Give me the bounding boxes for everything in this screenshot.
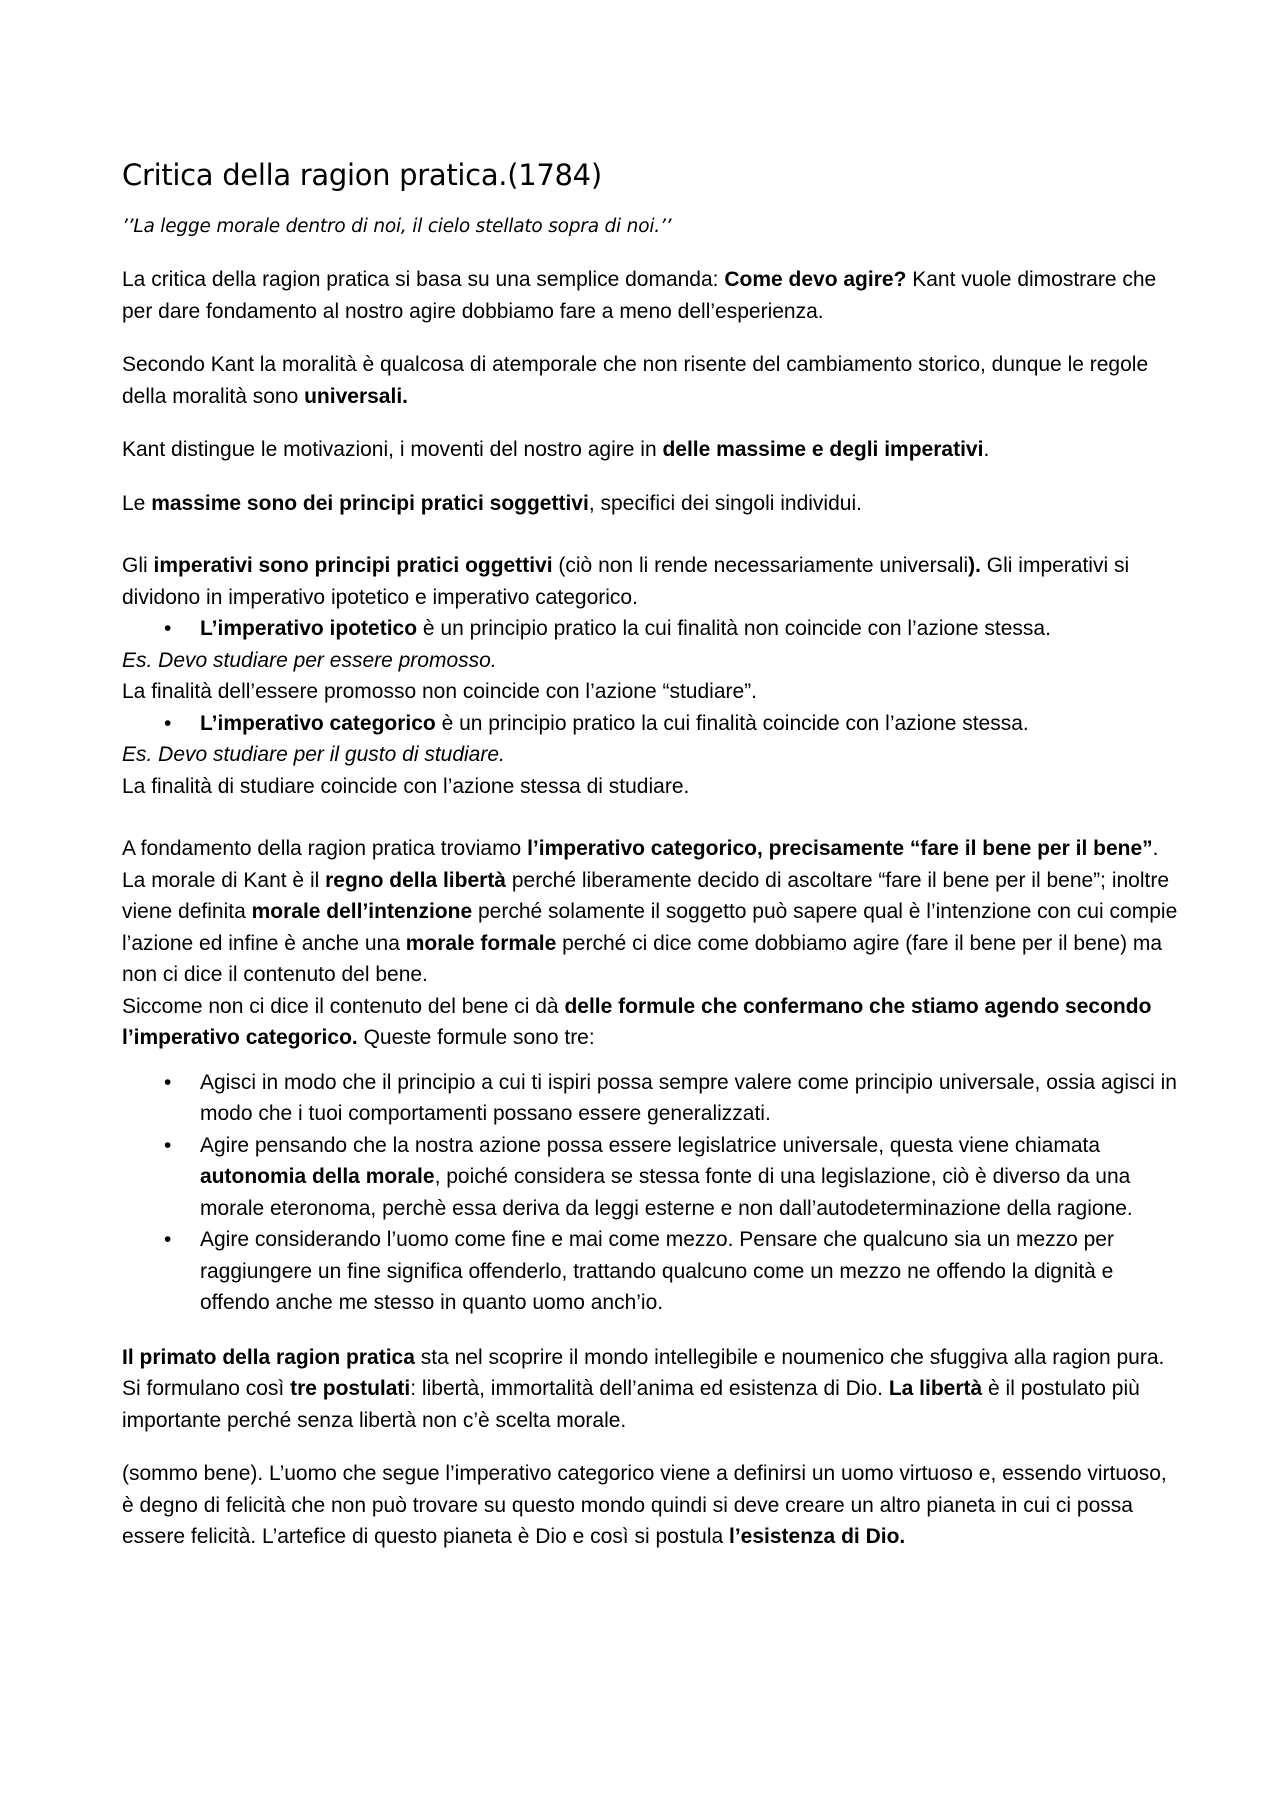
text: , poiché considera se stessa fonte di una legislazione, ciò è diverso da una morale eteronoma, perchè essa deriva da leggi esterne e non dall’autodeterminazione della ragione. bbox=[200, 1165, 1133, 1220]
finality-line: La finalità di studiare coincide con l’azione stessa di studiare. bbox=[122, 774, 690, 798]
bold-text: tre postulati bbox=[290, 1377, 411, 1400]
text: Le bbox=[122, 491, 152, 515]
bold-text: delle massime e degli imperativi bbox=[662, 438, 984, 461]
text: perché ci dice come dobbiamo agire (fare il bene per il bene) ma non ci dice il contenuto del bene. bbox=[122, 931, 1163, 986]
list-item bbox=[122, 1224, 1182, 1319]
text: , specifici dei singoli individui. bbox=[588, 491, 862, 515]
bullet-list-categorico bbox=[122, 708, 1182, 740]
bold-text: Il primato della ragion pratica bbox=[122, 1345, 415, 1369]
epigraph-quote: ’’La legge morale dentro di noi, il cielo stellato sopra di noi.’’ bbox=[122, 216, 672, 237]
bold-text: autonomia della morale bbox=[200, 1165, 435, 1188]
bold-text: ). bbox=[968, 554, 981, 577]
bold-text: universali. bbox=[304, 384, 408, 408]
text: sta nel scoprire il mondo intellegibile e noumenico che sfuggiva alla ragion pura. Si formulano così bbox=[122, 1345, 1165, 1400]
text: Agisci in modo che il principio a cui ti ispiri possa sempre valere come principio universale, ossia agisci in modo che i tuoi comportamenti possano essere generalizzati. bbox=[200, 1070, 1177, 1125]
text: La critica della ragion pratica si basa su una semplice domanda: bbox=[122, 268, 725, 291]
paragraph-formule bbox=[122, 991, 1182, 1054]
list-item bbox=[122, 1130, 1182, 1225]
paragraph-fondamento bbox=[122, 833, 1182, 991]
text: . La morale di Kant è il bbox=[122, 837, 1159, 892]
text: : libertà, immortalità dell’anima ed esistenza di Dio. bbox=[410, 1377, 889, 1400]
bold-text: regno della libertà bbox=[325, 868, 506, 892]
bold-text: L’imperativo categorico bbox=[200, 711, 436, 735]
document-body bbox=[122, 158, 1182, 1553]
text: Siccome non ci dice il contenuto del bene ci dà bbox=[122, 994, 565, 1018]
text: Agire considerando l’uomo come fine e mai come mezzo. Pensare che qualcuno sia un mezzo per raggiungere un fine significa offenderlo, trattando qualcuno come un mezzo ne offendo la dignità e offendo anche me stesso in quanto uomo anch’io. bbox=[200, 1228, 1114, 1314]
bold-text: morale formale bbox=[405, 931, 557, 955]
bold-text: La libertà bbox=[888, 1377, 983, 1400]
bullet-list-formule bbox=[122, 1067, 1182, 1319]
text: Gli bbox=[122, 554, 154, 577]
paragraph-come-devo-agire bbox=[122, 264, 1182, 327]
bold-text: Come devo agire? bbox=[724, 268, 907, 291]
text: . bbox=[983, 438, 990, 461]
paragraph-sommo-bene bbox=[122, 1458, 1182, 1553]
text: (sommo bene). L’uomo che segue l’imperativo categorico viene a definirsi un uomo virtuoso e, essendo virtuoso, è degno di felicità che non può trovare su questo mondo quindi si deve creare un altro pianeta in cui ci possa essere felicità. L’artefice di questo pianeta è Dio e così si postula bbox=[122, 1462, 1167, 1548]
list-item bbox=[122, 613, 1182, 645]
page-title: Critica della ragion pratica.(1784) bbox=[122, 158, 602, 192]
text: è il postulato più importante perché senza libertà non c’è scelta morale. bbox=[122, 1377, 1140, 1432]
text: è un principio pratico la cui finalità non coincide con l’azione stessa. bbox=[417, 617, 1051, 640]
list-item bbox=[122, 708, 1182, 740]
list-item bbox=[122, 1067, 1182, 1130]
text: Agire pensando che la nostra azione possa essere legislatrice universale, questa viene chiamata bbox=[200, 1133, 1101, 1157]
bold-text: morale dell’intenzione bbox=[251, 900, 473, 923]
example-line: Es. Devo studiare per essere promosso. bbox=[122, 648, 497, 672]
bold-text: delle formule che confermano che stiamo agendo secondo l’imperativo categorico. bbox=[122, 994, 1152, 1049]
text: (ciò non li rende necessariamente universali bbox=[552, 554, 969, 577]
text: perché solamente il soggetto può sapere qual è l’intenzione con cui compie l’azione ed infine è anche una bbox=[122, 900, 1178, 955]
bold-text: l’imperativo categorico, precisamente “fare il bene per il bene” bbox=[527, 837, 1153, 860]
bullet-list-ipotetico bbox=[122, 613, 1182, 645]
text: Gli imperativi si dividono in imperativo ipotetico e imperativo categorico. bbox=[122, 554, 1130, 609]
text: perché liberamente decido di ascoltare “fare il bene per il bene”; inoltre viene definita bbox=[122, 868, 1170, 923]
bold-text: l’esistenza di Dio. bbox=[729, 1525, 906, 1548]
text: è un principio pratico la cui finalità coincide con l’azione stessa. bbox=[435, 711, 1029, 735]
text: Queste formule sono tre: bbox=[357, 1026, 595, 1049]
paragraph-imperativi bbox=[122, 550, 1182, 613]
bold-text: L’imperativo ipotetico bbox=[200, 617, 418, 640]
text: Kant vuole dimostrare che per dare fondamento al nostro agire dobbiamo fare a meno dell’esperienza. bbox=[122, 268, 1157, 323]
paragraph-massime-imperativi bbox=[122, 434, 1182, 466]
text: Kant distingue le motivazioni, i moventi del nostro agire in bbox=[122, 438, 663, 461]
bold-text: imperativi sono principi pratici oggettivi bbox=[153, 554, 553, 577]
paragraph-primato bbox=[122, 1342, 1182, 1437]
example-line: Es. Devo studiare per il gusto di studiare. bbox=[122, 743, 505, 766]
paragraph-massime bbox=[122, 488, 1182, 520]
text: A fondamento della ragion pratica troviamo bbox=[122, 837, 528, 860]
bold-text: massime sono dei principi pratici soggettivi bbox=[151, 491, 589, 515]
paragraph-universali bbox=[122, 349, 1182, 412]
text: Secondo Kant la moralità è qualcosa di atemporale che non risente del cambiamento storico, dunque le regole della moralità sono bbox=[122, 353, 1149, 408]
finality-line: La finalità dell’essere promosso non coincide con l’azione “studiare”. bbox=[122, 680, 758, 703]
